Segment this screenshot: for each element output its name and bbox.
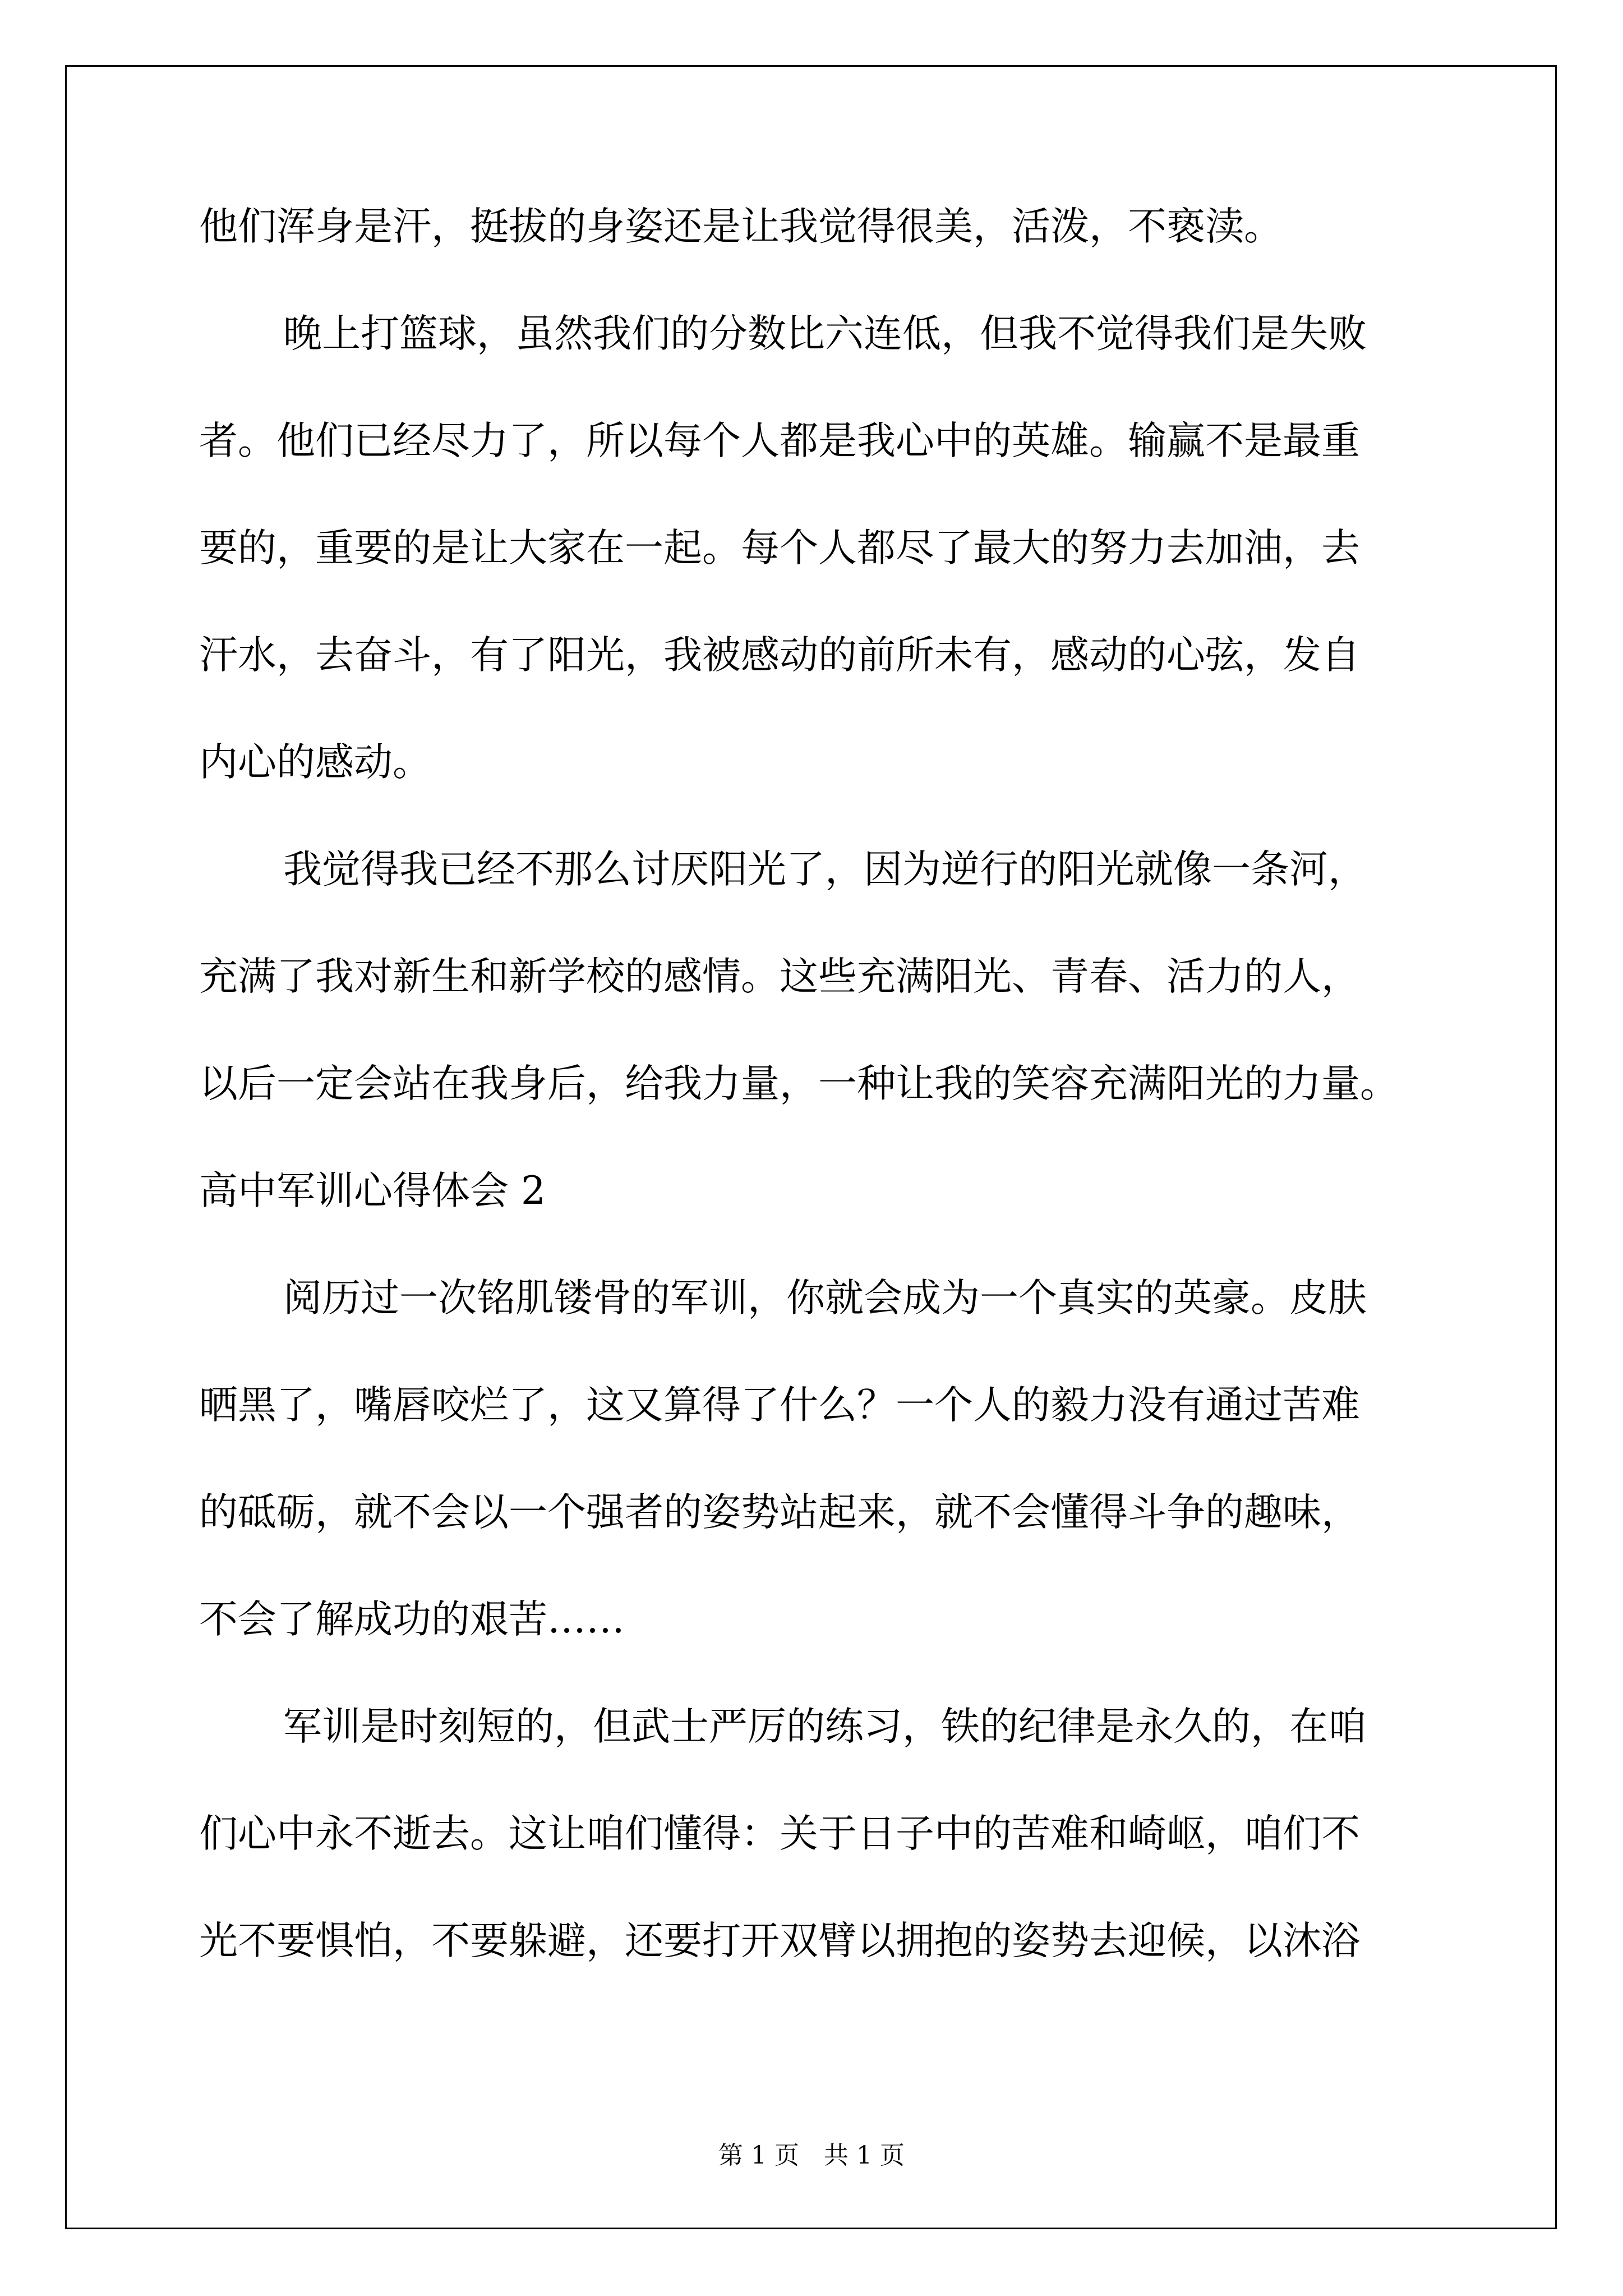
text-line: 内心的感动。	[199, 740, 431, 785]
text-line: 阅历过一次铭肌镂骨的军训，你就会成为一个真实的英豪。皮肤	[283, 1276, 1367, 1320]
text-line: 们心中永不逝去。这让咱们懂得：关于日子中的苦难和崎岖，咱们不	[199, 1811, 1360, 1856]
text-line: 光不要惧怕，不要躲避，还要打开双臂以拥抱的姿势去迎候，以沐浴	[199, 1918, 1360, 1963]
text-line: 者。他们已经尽力了，所以每个人都是我心中的英雄。输赢不是最重	[199, 418, 1360, 463]
text-line: 晒黑了，嘴唇咬烂了，这又算得了什么？一个人的毅力没有通过苦难	[199, 1383, 1360, 1428]
text-line: 汗水，去奋斗，有了阳光，我被感动的前所未有，感动的心弦，发自	[199, 633, 1360, 678]
text-line: 晚上打篮球，虽然我们的分数比六连低，但我不觉得我们是失败	[283, 311, 1367, 356]
section-heading: 高中军训心得体会 2	[199, 1168, 546, 1213]
text-line: 我觉得我已经不那么讨厌阳光了，因为逆行的阳光就像一条河，	[283, 847, 1367, 892]
text-line: 他们浑身是汗，挺拔的身姿还是让我觉得很美，活泼，不亵渎。	[199, 204, 1283, 249]
page-footer: 第 1 页 共 1 页	[718, 2141, 905, 2170]
text-line: 不会了解成功的艰苦……	[199, 1597, 625, 1642]
page-border	[65, 65, 1557, 2229]
text-line: 的砥砺，就不会以一个强者的姿势站起来，就不会懂得斗争的趣味，	[199, 1490, 1360, 1535]
text-line: 军训是时刻短的，但武士严厉的练习，铁的纪律是永久的，在咱	[283, 1704, 1367, 1749]
text-line: 要的，重要的是让大家在一起。每个人都尽了最大的努力去加油，去	[199, 526, 1360, 570]
text-line: 以后一定会站在我身后，给我力量，一种让我的笑容充满阳光的力量。	[199, 1061, 1399, 1106]
text-line: 充满了我对新生和新学校的感情。这些充满阳光、青春、活力的人，	[199, 954, 1360, 999]
